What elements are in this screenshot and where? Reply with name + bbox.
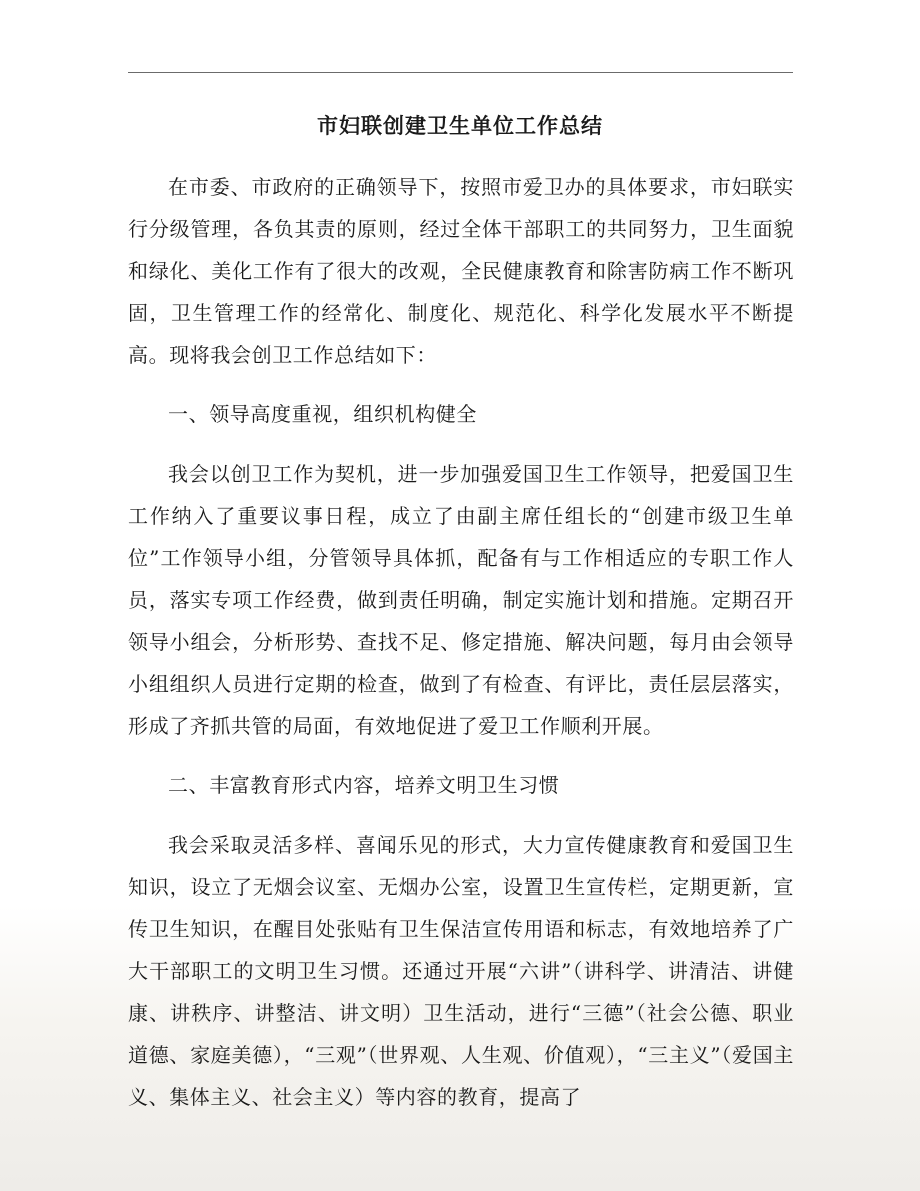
- section-heading-2: 二、丰富教育形式内容，培养文明卫生习惯: [168, 773, 560, 797]
- document-body: [128, 166, 794, 1135]
- section-heading-1: 一、领导高度重视，组织机构健全: [168, 402, 477, 426]
- section-1-paragraph: 我会以创卫工作为契机，进一步加强爱国卫生工作领导，把爱国卫生工作纳入了重要议事日程，成立了由副主席任组长的“创建市级卫生单位”工作领导小组，分管领导具体抓，配备有与工作相适应的专职工作人员，落实专项工作经费，做到责任明确，制定实施计划和措施。定期召开领导小组会，分析形势、查找不足、修定措施、解决问题，每月由会领导小组组织人员进行定期的检查，做到了有检查、有评比，责任层层落实，形成了齐抓共管的局面，有效地促进了爱卫工作顺利开展。: [128, 462, 794, 738]
- header-rule: [128, 72, 793, 73]
- document-title: 市妇联创建卫生单位工作总结: [317, 113, 603, 138]
- section-2-paragraph: 我会采取灵活多样、喜闻乐见的形式，大力宣传健康教育和爱国卫生知识，设立了无烟会议室、无烟办公室，设置卫生宣传栏，定期更新，宣传卫生知识，在醒目处张贴有卫生保洁宣传用语和标志，有效地培养了广大干部职工的文明卫生习惯。还通过开展“六讲”（讲科学、讲清洁、讲健康、讲秩序、讲整洁、讲文明）卫生活动，进行“三德”（社会公德、职业道德、家庭美德），“三观”（世界观、人生观、价值观），“三主义”（爱国主义、集体主义、社会主义）等内容的教育，提高了: [128, 833, 794, 1109]
- intro-paragraph: 在市委、市政府的正确领导下，按照市爱卫办的具体要求，市妇联实行分级管理，各负其责的原则，经过全体干部职工的共同努力，卫生面貌和绿化、美化工作有了很大的改观，全民健康教育和除害防病工作不断巩固，卫生管理工作的经常化、制度化、规范化、科学化发展水平不断提高。现将我会创卫工作总结如下：: [128, 175, 794, 367]
